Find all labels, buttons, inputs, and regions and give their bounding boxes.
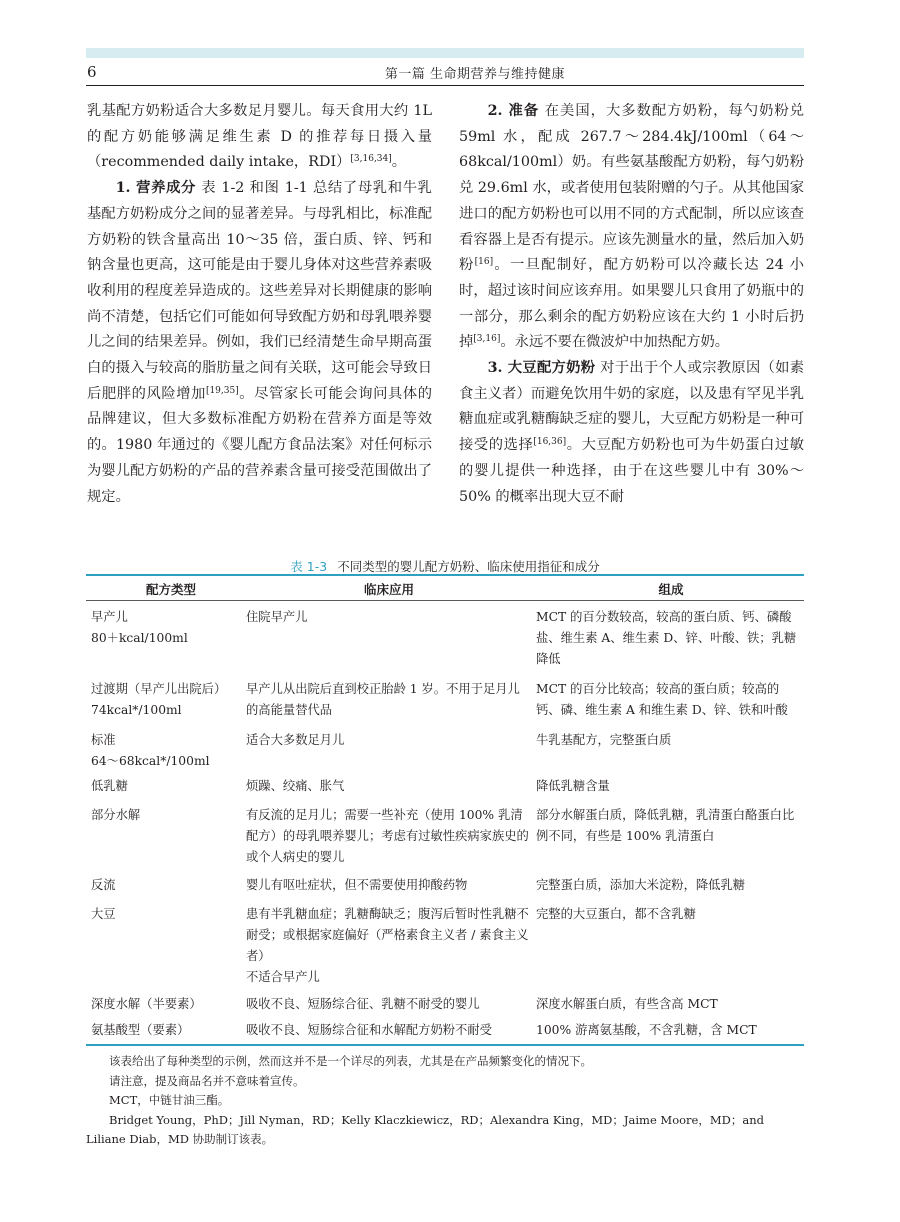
cell-type: 氨基酸型（要素） xyxy=(91,1023,190,1037)
header-band xyxy=(86,48,804,58)
type-energy: 80＋kcal/100ml xyxy=(91,631,188,645)
left-paragraph-2 xyxy=(87,176,432,510)
right-paragraph-1 xyxy=(459,99,804,356)
cell-composition: MCT 的百分数较高，较高的蛋白质、钙、磷酸盐、维生素 A、维生素 D、锌、叶酸、铁；乳糖降低 xyxy=(536,610,797,666)
cell-use: 吸收不良、短肠综合征和水解配方奶粉不耐受 xyxy=(246,1023,492,1037)
section-heading: 1. 营养成分 xyxy=(115,180,196,197)
type-name: 早产儿 xyxy=(91,610,128,624)
paragraph-text: 。尽管家长可能会询问具体的品牌建议，但大多数标准配方奶粉在营养方面是等效的。1980 年通过的《婴儿配方食品法案》对任何标示为婴儿配方奶粉的产品的营养素含量可接受范围做出了规定。 xyxy=(87,385,433,505)
cell-type: 深度水解（半要素） xyxy=(91,997,202,1011)
cell-composition: 部分水解蛋白质，降低乳糖，乳清蛋白酪蛋白比例不同，有些是 100% 乳清蛋白 xyxy=(536,808,795,843)
cell-composition: 降低乳糖含量 xyxy=(536,779,610,793)
page-number: 6 xyxy=(87,63,97,81)
cell-composition: 深度水解蛋白质，有些含高 MCT xyxy=(536,997,718,1011)
table-caption xyxy=(86,557,804,575)
table-bottom-rule xyxy=(86,1044,804,1046)
left-column xyxy=(87,99,432,510)
header-composition: 组成 xyxy=(658,582,684,597)
cell-composition: 完整蛋白质，添加大米淀粉，降低乳糖 xyxy=(536,878,746,892)
paragraph-text: 在美国，大多数配方奶粉，每勺奶粉兑 59ml 水，配成 267.7～284.4kJ/100ml（64～68kcal/100ml）奶。有些氨基酸配方奶粉，每勺奶粉兑 29.6ml 水，或者使用包装附赠的勺子。从其他国家进口的配方奶粉也可以用不同的方式配制，所以应该查看容器上是否有提示。应该先测量水的量，然后加入奶粉 xyxy=(459,103,804,274)
cell-type xyxy=(91,679,241,721)
cell-composition: 牛乳基配方，完整蛋白质 xyxy=(536,733,672,747)
cell-use: 吸收不良、短肠综合征、乳糖不耐受的婴儿 xyxy=(246,997,480,1011)
type-energy: 74kcal*/100ml xyxy=(91,703,182,717)
citation: [19,35] xyxy=(205,385,239,396)
use-text: 患有半乳糖血症；乳糖酶缺乏；腹泻后暂时性乳糖不耐受；或根据家庭偏好（严格素食主义者 / 素食主义者） xyxy=(246,907,529,963)
type-name: 过渡期（早产儿出院后） xyxy=(91,682,227,696)
cell-use xyxy=(246,904,532,988)
left-paragraph-1 xyxy=(87,99,432,176)
paragraph-text: 。 xyxy=(391,154,407,171)
table-header xyxy=(86,580,804,598)
table-note: 请注意，提及商品名并不意味着宣传。 xyxy=(109,1073,305,1088)
right-paragraph-2 xyxy=(459,356,804,510)
section-heading: 3. 大豆配方奶粉 xyxy=(487,360,596,377)
paragraph-text: 表 1-2 和图 1-1 总结了母乳和牛乳基配方奶粉成分之间的显著差异。与母乳相比，标准配方奶粉的铁含量高出 10～35 倍，蛋白质、锌、钙和钠含量也更高，这可能是由于婴儿身体对这些营养素吸收利用的程度差异造成的。这些差异对长期健康的影响尚不清楚，包括它们可能如何导致配方奶和母乳喂养婴儿之间的结果差异。例如，我们已经清楚生命早期高蛋白的摄入与较高的脂肪量之间有关联，这可能会导致日后肥胖的风险增加 xyxy=(87,180,432,402)
paragraph-text: 乳基配方奶粉适合大多数足月婴儿。每天食用大约 1L 的配方奶能够满足维生素 D 的推荐每日摄入量（recommended daily intake，RDI） xyxy=(87,103,432,171)
header-type: 配方类型 xyxy=(145,582,196,597)
citation: [3,16,34] xyxy=(350,154,392,165)
paragraph-text: 。一旦配制好，配方奶粉可以冷藏长达 24 小时，超过该时间应该弃用。如果婴儿只食用了奶瓶中的一部分，那么剩余的配方奶粉应该在大约 1 小时后扔掉 xyxy=(459,257,805,351)
type-energy: 64～68kcal*/100ml xyxy=(91,754,210,768)
cell-type: 大豆 xyxy=(91,907,116,921)
right-column xyxy=(459,99,804,510)
use-note: 不适合早产儿 xyxy=(246,970,320,984)
header-rule xyxy=(86,85,804,86)
cell-composition: MCT 的百分比较高；较高的蛋白质；较高的钙、磷、维生素 A 和维生素 D、锌、铁和叶酸 xyxy=(536,682,788,717)
table-note: 该表给出了每种类型的示例，然而这并不是一个详尽的列表，尤其是在产品频繁变化的情况下。 xyxy=(109,1054,592,1068)
table-header-rule xyxy=(86,600,804,601)
cell-use: 婴儿有呕吐症状，但不需要使用抑酸药物 xyxy=(246,878,468,892)
table-top-rule xyxy=(86,574,804,576)
cell-type: 低乳糖 xyxy=(91,779,128,793)
citation: [16,36] xyxy=(533,437,567,448)
running-head: 第一篇 生命期营养与维持健康 xyxy=(384,67,566,82)
table-note: Bridget Young，PhD；Jill Nyman，RD；Kelly Klaczkiewicz，RD；Alexandra King，MD；Jaime Moore，MD；and Liliane Diab，MD 协助制订该表。 xyxy=(86,1112,764,1146)
cell-type xyxy=(91,607,241,649)
cell-use: 适合大多数足月儿 xyxy=(246,733,345,747)
table-note: MCT，中链甘油三酯。 xyxy=(109,1093,230,1107)
cell-use: 有反流的足月儿；需要一些补充（使用 100% 乳清配方）的母乳喂养婴儿；考虑有过敏性疾病家族史的或个人病史的婴儿 xyxy=(246,808,529,864)
citation: [16] xyxy=(474,257,494,268)
citation: [3,16] xyxy=(473,334,501,345)
section-heading: 2. 准备 xyxy=(487,103,540,119)
cell-use: 住院早产儿 xyxy=(246,610,308,624)
paragraph-text: 。大豆配方奶粉也可为牛奶蛋白过敏的婴儿提供一种选择，由于在这些婴儿中有 30%～50% 的概率出现大豆不耐 xyxy=(459,437,805,505)
paragraph-text: 对于出于个人或宗教原因（如素食主义者）而避免饮用牛奶的家庭，以及患有罕见半乳糖血症或乳糖酶缺乏症的婴儿，大豆配方奶粉是一种可接受的选择 xyxy=(459,360,805,454)
cell-type: 反流 xyxy=(91,878,116,892)
table-notes xyxy=(86,1052,798,1150)
type-name: 标准 xyxy=(91,733,116,747)
cell-composition: 100% 游离氨基酸，不含乳糖，含 MCT xyxy=(536,1023,757,1037)
table-title: 不同类型的婴儿配方奶粉、临床使用指征和成分 xyxy=(337,559,600,574)
header-use: 临床应用 xyxy=(363,582,414,597)
cell-composition: 完整的大豆蛋白，都不含乳糖 xyxy=(536,907,696,921)
cell-use: 早产儿从出院后直到校正胎龄 1 岁。不用于足月儿的高能量替代品 xyxy=(246,682,520,717)
cell-type: 部分水解 xyxy=(91,808,141,822)
cell-type xyxy=(91,730,241,772)
paragraph-text: 。永远不要在微波炉中加热配方奶。 xyxy=(500,334,730,351)
table-number: 表 1-3 xyxy=(290,559,328,574)
cell-use: 烦躁、绞痛、胀气 xyxy=(246,779,345,793)
